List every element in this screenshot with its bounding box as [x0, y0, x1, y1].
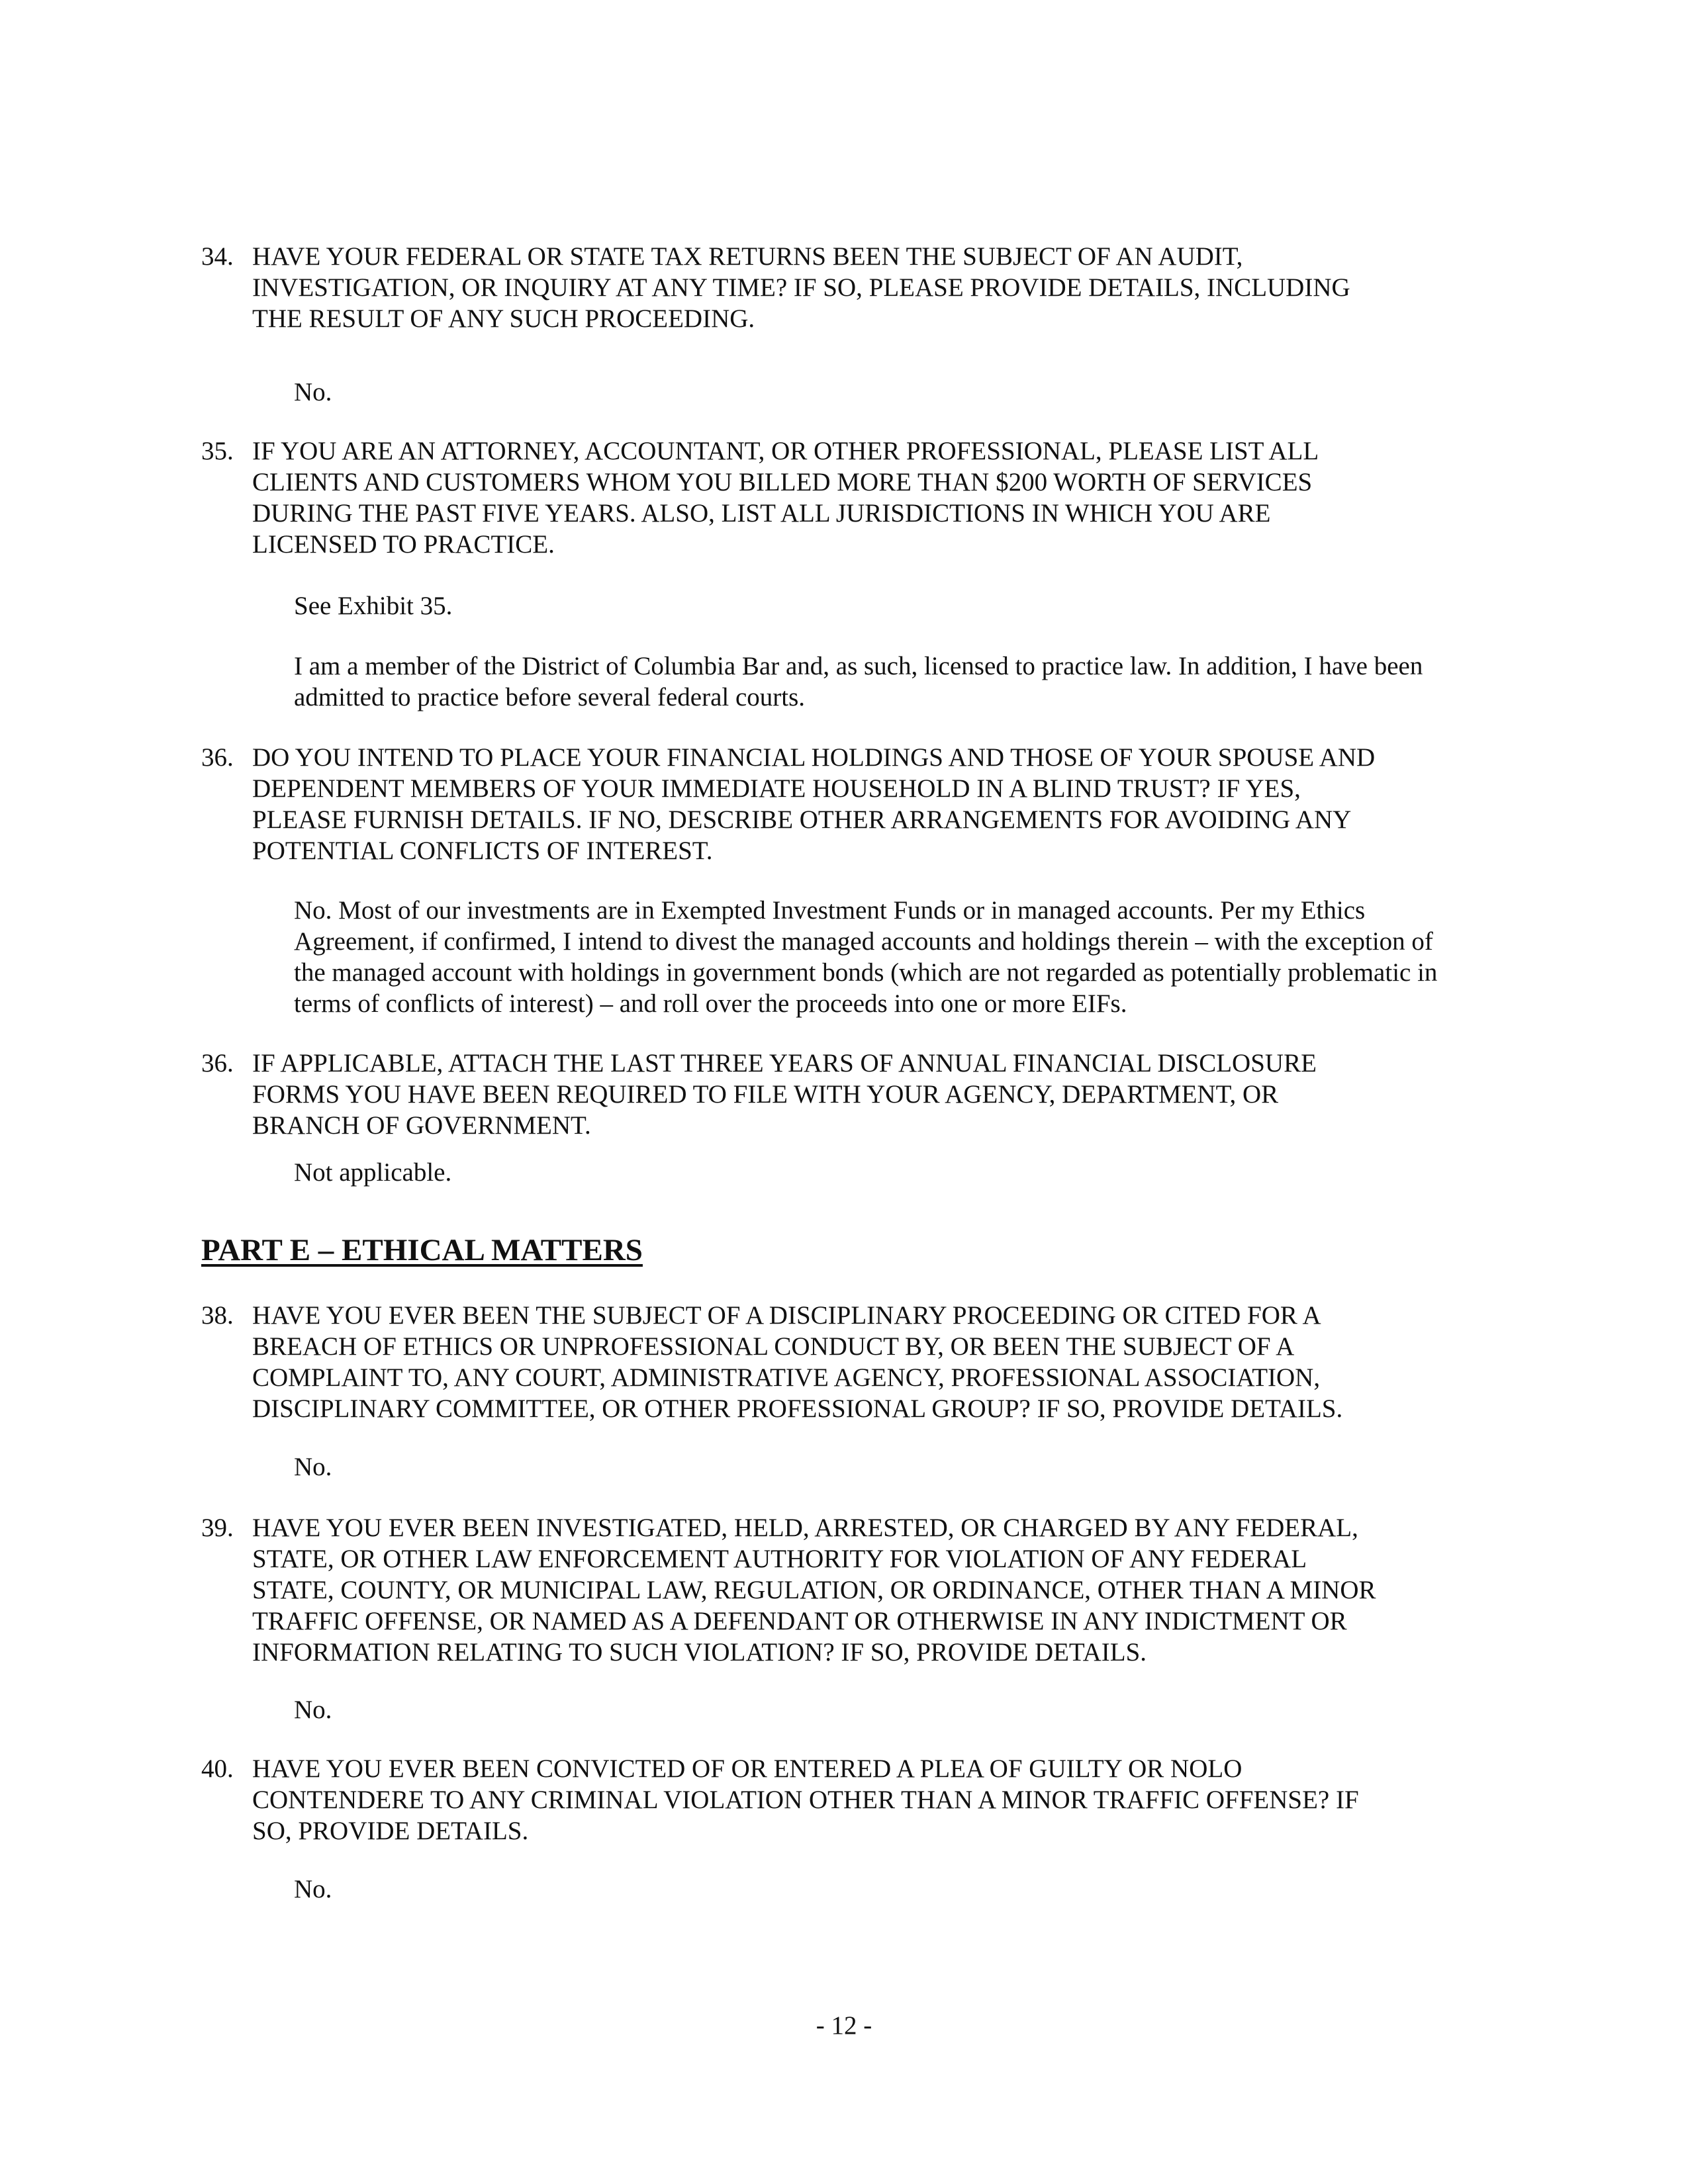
answer-line: See Exhibit 35.: [294, 592, 453, 620]
answer-line: Agreement, if confirmed, I intend to divest the managed accounts and holdings therein – with the exception of: [294, 927, 1433, 956]
question-line: DISCIPLINARY COMMITTEE, OR OTHER PROFESSIONAL GROUP? IF SO, PROVIDE DETAILS.: [252, 1394, 1343, 1423]
answer-line: I am a member of the District of Columbia Bar and, as such, licensed to practice law. In addition, I have been: [294, 652, 1423, 680]
answer-text: [294, 590, 452, 621]
question-line: HAVE YOU EVER BEEN CONVICTED OF OR ENTERED A PLEA OF GUILTY OR NOLO: [252, 1754, 1243, 1783]
answer-line: Not applicable.: [294, 1158, 452, 1187]
page-number: - 12 -: [816, 2011, 872, 2040]
answer-text: [294, 1157, 451, 1188]
question-line: HAVE YOUR FEDERAL OR STATE TAX RETURNS BEEN THE SUBJECT OF AN AUDIT,: [252, 242, 1243, 271]
question-text: [252, 1300, 1342, 1424]
question-text: [252, 1753, 1359, 1846]
answer-line: admitted to practice before several federal courts.: [294, 683, 806, 711]
question-number: 34.: [201, 242, 234, 271]
question-number: 40.: [201, 1754, 234, 1783]
question-line: INVESTIGATION, OR INQUIRY AT ANY TIME? IF SO, PLEASE PROVIDE DETAILS, INCLUDING: [252, 273, 1350, 302]
question-number: 39.: [201, 1514, 234, 1542]
answer-line: No.: [294, 378, 332, 406]
section-heading: PART E – ETHICAL MATTERS: [201, 1233, 643, 1267]
question-line: BRANCH OF GOVERNMENT.: [252, 1111, 591, 1140]
answer-line: No.: [294, 1875, 332, 1903]
question-line: PLEASE FURNISH DETAILS. IF NO, DESCRIBE OTHER ARRANGEMENTS FOR AVOIDING ANY: [252, 805, 1352, 834]
answer-text: [294, 651, 1423, 713]
question-line: HAVE YOU EVER BEEN THE SUBJECT OF A DISCIPLINARY PROCEEDING OR CITED FOR A: [252, 1301, 1321, 1330]
answer-text: [294, 1694, 332, 1725]
question-line: POTENTIAL CONFLICTS OF INTEREST.: [252, 837, 713, 865]
answer-line: No.: [294, 1696, 332, 1724]
question-text: [252, 1048, 1317, 1141]
question-line: INFORMATION RELATING TO SUCH VIOLATION? IF SO, PROVIDE DETAILS.: [252, 1638, 1147, 1666]
question-line: THE RESULT OF ANY SUCH PROCEEDING.: [252, 304, 755, 333]
question-line: BREACH OF ETHICS OR UNPROFESSIONAL CONDUCT BY, OR BEEN THE SUBJECT OF A: [252, 1332, 1295, 1361]
question-number: 35.: [201, 437, 234, 465]
question-line: IF APPLICABLE, ATTACH THE LAST THREE YEARS OF ANNUAL FINANCIAL DISCLOSURE: [252, 1049, 1317, 1077]
question-line: STATE, OR OTHER LAW ENFORCEMENT AUTHORITY FOR VIOLATION OF ANY FEDERAL: [252, 1545, 1307, 1573]
question-line: COMPLAINT TO, ANY COURT, ADMINISTRATIVE AGENCY, PROFESSIONAL ASSOCIATION,: [252, 1363, 1321, 1392]
answer-line: terms of conflicts of interest) – and roll over the proceeds into one or more EIFs.: [294, 989, 1127, 1018]
answer-line: No. Most of our investments are in Exempted Investment Funds or in managed accounts. Per my Ethics: [294, 896, 1366, 925]
question-line: IF YOU ARE AN ATTORNEY, ACCOUNTANT, OR OTHER PROFESSIONAL, PLEASE LIST ALL: [252, 437, 1319, 465]
answer-text: [294, 1874, 332, 1905]
question-line: SO, PROVIDE DETAILS.: [252, 1817, 529, 1845]
question-text: [252, 435, 1319, 560]
question-line: CONTENDERE TO ANY CRIMINAL VIOLATION OTHER THAN A MINOR TRAFFIC OFFENSE? IF: [252, 1786, 1359, 1814]
question-line: DEPENDENT MEMBERS OF YOUR IMMEDIATE HOUSEHOLD IN A BLIND TRUST? IF YES,: [252, 774, 1301, 803]
question-line: FORMS YOU HAVE BEEN REQUIRED TO FILE WITH YOUR AGENCY, DEPARTMENT, OR: [252, 1080, 1279, 1109]
answer-text: [294, 1451, 332, 1482]
question-line: CLIENTS AND CUSTOMERS WHOM YOU BILLED MORE THAN $200 WORTH OF SERVICES: [252, 468, 1313, 496]
question-text: [252, 742, 1375, 866]
question-number: 36.: [201, 743, 234, 772]
answer-text: [294, 895, 1437, 1019]
question-line: LICENSED TO PRACTICE.: [252, 530, 555, 559]
answer-text: [294, 377, 332, 408]
question-text: [252, 241, 1350, 334]
question-line: DURING THE PAST FIVE YEARS. ALSO, LIST ALL JURISDICTIONS IN WHICH YOU ARE: [252, 499, 1271, 527]
question-number: 36.: [201, 1049, 234, 1077]
question-line: TRAFFIC OFFENSE, OR NAMED AS A DEFENDANT OR OTHERWISE IN ANY INDICTMENT OR: [252, 1607, 1347, 1635]
question-text: [252, 1512, 1376, 1668]
question-line: STATE, COUNTY, OR MUNICIPAL LAW, REGULATION, OR ORDINANCE, OTHER THAN A MINOR: [252, 1576, 1376, 1604]
question-line: HAVE YOU EVER BEEN INVESTIGATED, HELD, ARRESTED, OR CHARGED BY ANY FEDERAL,: [252, 1514, 1358, 1542]
question-line: DO YOU INTEND TO PLACE YOUR FINANCIAL HOLDINGS AND THOSE OF YOUR SPOUSE AND: [252, 743, 1376, 772]
question-number: 38.: [201, 1301, 234, 1330]
answer-line: the managed account with holdings in government bonds (which are not regarded as potentially problematic in: [294, 958, 1438, 987]
answer-line: No.: [294, 1453, 332, 1481]
